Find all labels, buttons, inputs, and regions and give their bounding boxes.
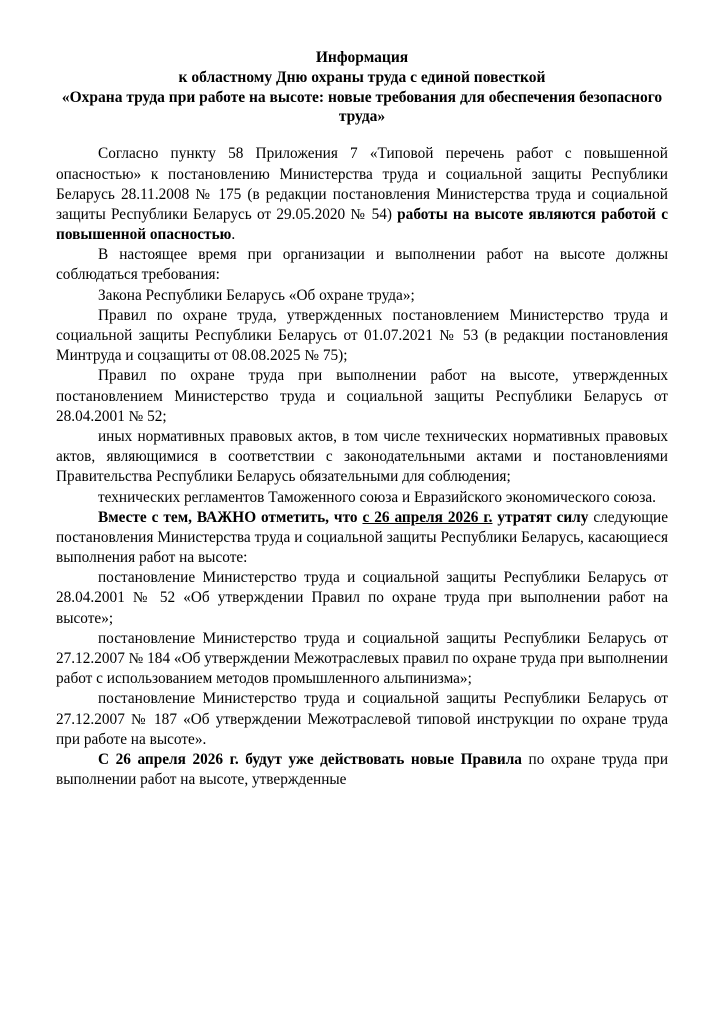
paragraph-12-text-bold: С 26 апреля 2026 г. будут уже действовать новые Правила [98, 750, 522, 768]
paragraph-8-text-underlined: с 26 апреля 2026 г. [362, 508, 493, 526]
paragraph-1 [56, 144, 668, 245]
paragraph-5: Правил по охране труда при выполнении работ на высоте, утвержденных постановлением Министерство труда и социальной защиты Республики Беларусь от 28.04.2001 № 52; [56, 367, 668, 425]
paragraph-8-text-d: следующие постановления Министерства труда и социальной защиты Республики Беларусь, касающиеся выполнения работ на высоте: [56, 508, 669, 567]
paragraph-8-text-c: утратят силу [492, 508, 589, 526]
paragraph-3: Закона Республики Беларусь «Об охране труда»; [98, 286, 415, 304]
document-body [56, 144, 668, 790]
paragraph-11: постановление Министерство труда и социальной защиты Республики Беларусь от 27.12.2007 № 187 «Об утверждении Межотраслевой типовой инструкции по охране труда при работе на высоте». [56, 690, 668, 748]
document-title-block [56, 48, 668, 127]
document-title-line-2: к областному Дню охраны труда с единой повесткой [178, 68, 546, 86]
paragraph-4 [56, 306, 668, 367]
paragraph-1-text-bold: работы на высоте являются работой с повышенной опасностью [56, 205, 668, 244]
document-title-line-3: «Охрана труда при работе на высоте: новые требования для обеспечения безопасного труда» [61, 88, 663, 126]
document-title-line-1: Информация [315, 49, 409, 66]
paragraph-4-text-a: Правил по охране труда, утвержденных постановлением Министерство труда и социальной защиты Республики Беларусь от 01.07.2021 № 53 [56, 306, 668, 344]
paragraph-4-text-b: (в редакции постановления Минтруда и соцзащиты от 08.08.2025 № 75); [56, 327, 668, 365]
paragraph-9: постановление Министерство труда и социальной защиты Республики Беларусь от 28.04.2001 № 52 «Об утверждении Правил по охране труда при выполнении работ на высоте»; [56, 569, 668, 627]
paragraph-1-text-a: Согласно пункту 58 Приложения 7 «Типовой перечень работ с повышенной опасностью» к постановлению Министерства труда и социальной защиты Республики Беларусь 28.11.2008 № 175 (в редакции постановления Министерства труда и социальной защиты Республики Беларусь от 29.05.2020 № 54) [56, 145, 668, 223]
paragraph-10: постановление Министерство труда и социальной защиты Республики Беларусь от 27.12.2007 № 184 «Об утверждении Межотраслевых правил по охране труда при выполнении работ с использованием методов промышленного альпинизма»; [56, 629, 668, 688]
paragraph-8 [56, 508, 668, 569]
paragraph-12-text-b: по охране труда при выполнении работ на высоте, утвержденные [56, 750, 669, 789]
paragraph-7: технических регламентов Таможенного союза и Евразийского экономического союза. [98, 488, 657, 506]
paragraph-2: В настоящее время при организации и выполнении работ на высоте должны соблюдаться требования: [56, 246, 668, 284]
paragraph-8-text-a: Вместе с тем, ВАЖНО отметить, что [98, 508, 363, 526]
paragraph-1-text-c: . [231, 226, 236, 244]
paragraph-12 [56, 750, 668, 790]
paragraph-6: иных нормативных правовых актов, в том числе технических нормативных правовых актов, являющимися в соответствии с законодательными актами и постановлениями Правительства Республики Беларусь обязательными для соблюдения; [56, 427, 668, 486]
